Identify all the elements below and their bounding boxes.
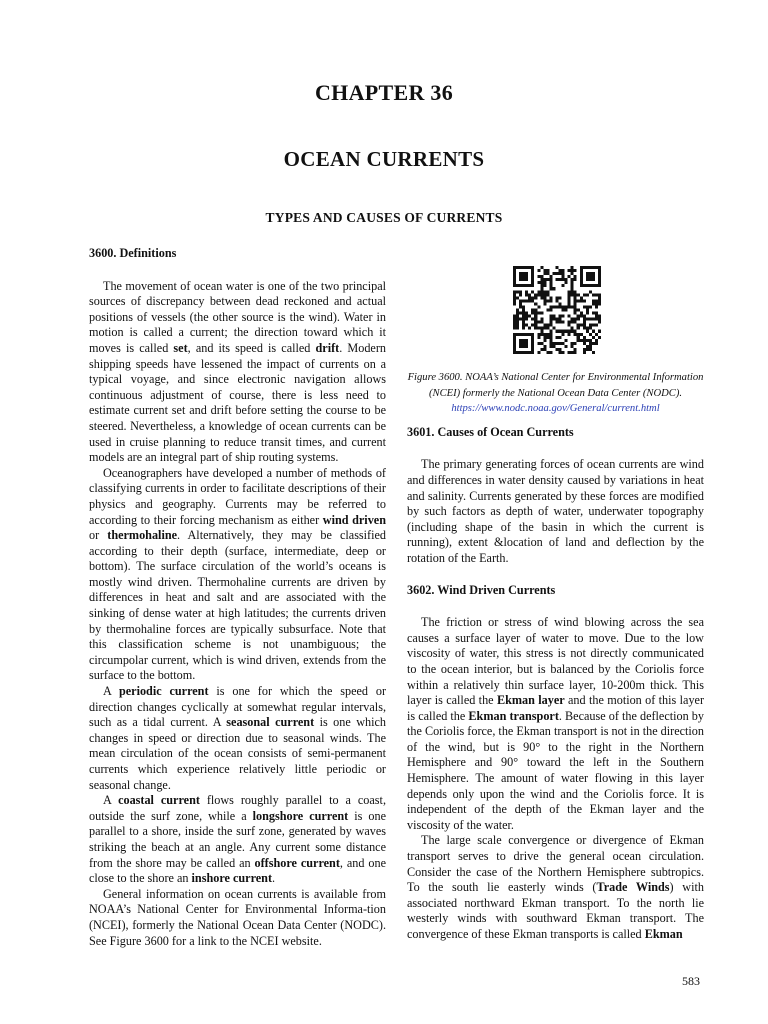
paragraph: A periodic current is one for which the speed or direction changes cyclically at somewhat regular intervals, such as a tidal current. A seasonal current is one which changes in speed or direction due to seasonal winds. The mean circulation of the ocean consists of semi-permanent currents which experience relatively little periodic or seasonal change. — [89, 684, 386, 792]
chapter-title: OCEAN CURRENTS — [283, 147, 485, 171]
paragraph: The friction or stress of wind blowing across the sea causes a surface layer of water to move. Due to the low viscosity of water, this stress is not directly communicated to the ocean interior, but is balanced by the Coriolis force within a relatively thin surface layer, 10-200m thick. This layer is called the Ekman layer and the motion of this layer is called the Ekman transport. Because of the deflection by the Coriolis force, the Ekman transport is not in the direction of the wind, but is 90° to the right in the Northern Hemisphere and 90° toward the left in the Southern Hemisphere. The amount of water flowing in this layer depends only upon the wind and the Coriolis force. It is independent of the depth of the Ekman layer and the viscosity of the water. — [407, 615, 705, 832]
chapter-label: CHAPTER 36 — [314, 80, 454, 105]
paragraph: The large scale convergence or divergence of Ekman transport serves to drive the general ocean circulation. Consider the case of the Northern Hemisphere subtropics. To the south lie easterly winds (Trade Winds) with associated northward Ekman transport. To the north lie westerly winds with southward Ekman transport. The convergence of these Ekman transports is called Ekman — [407, 833, 704, 941]
heading-3601: 3601. Causes of Ocean Currents — [407, 424, 574, 439]
paragraph: Oceanographers have developed a number of methods of classifying currents in order to facilitate descriptions of their physics and geography. Currents may be referred to according to their forcing mechanism as either wind driven or thermohaline. Alternatively, they may be classified according to their depth (surface, intermediate, deep or bottom). The surface circulation of the world’s oceans is mostly wind driven. Thermohaline currents are driven by differences in heat and salt and are associated with the sinking of dense water at high latitudes; the currents driven by thermohaline forces are typically subsurface. Note that this classification scheme is not unambiguous; the circumpolar current, which is wind driven, extends from the surface to the bottom. — [89, 465, 387, 683]
heading-3602: 3602. Wind Driven Currents — [407, 582, 556, 597]
paragraph: The movement of ocean water is one of the two principal sources of discrepancy between dead reckoned and actual positions of vessels (the other source is the wind). Water in motion is called a current; the direction toward which it moves is called set, and its speed is called drift. Modern shipping speeds have lessened the impact of currents on a typical voyage, and since electronic navigation allows continuous adjustment of course, there is less need to estimate current set and drift before setting the course to be steered. Nevertheless, a knowledge of ocean currents can be used in cruise planning to reduce transit times, and current models are an integral part of ship routing systems. — [89, 278, 386, 465]
heading-3600: 3600. Definitions — [89, 246, 177, 260]
qr-code-icon[interactable] — [513, 266, 601, 354]
left-column — [89, 246, 386, 949]
section-title: TYPES AND CAUSES OF CURRENTS — [265, 210, 503, 225]
paragraph: The primary generating forces of ocean currents are wind and differences in water density caused by variations in heat and salinity. Currents generated by these forces are modified by such factors as depth of water, underwater topography (including shape of the basin in which the current is running), extent &location of land and deflection by the rotation of the Earth. — [407, 457, 704, 565]
figure-caption — [407, 370, 704, 417]
figure-link[interactable]: https://www.nodc.noaa.gov/General/current.html — [451, 403, 660, 415]
right-column — [407, 266, 704, 943]
caption-body: NOAA’s National Center for Environmental Information (NCEI) formerly the National Ocean Data Center (NODC). — [428, 372, 704, 399]
paragraph: A coastal current flows roughly parallel to a coast, outside the surf zone, while a longshore current is one parallel to a shore, inside the surf zone, generated by waves striking the beach at an angle. Any current some distance from the shore may be called an offshore current, and one close to the shore an inshore current. — [89, 793, 386, 886]
caption-lead: Figure 3600. — [407, 372, 463, 383]
paragraph: General information on ocean currents is available from NOAA’s National Center for Environmental Informa-tion (NCEI), formerly the National Ocean Data Center (NODC). See Figure 3600 for a link to the NCEI website. — [89, 886, 386, 948]
page-number: 583 — [682, 974, 700, 988]
figure-3600 — [407, 266, 704, 356]
